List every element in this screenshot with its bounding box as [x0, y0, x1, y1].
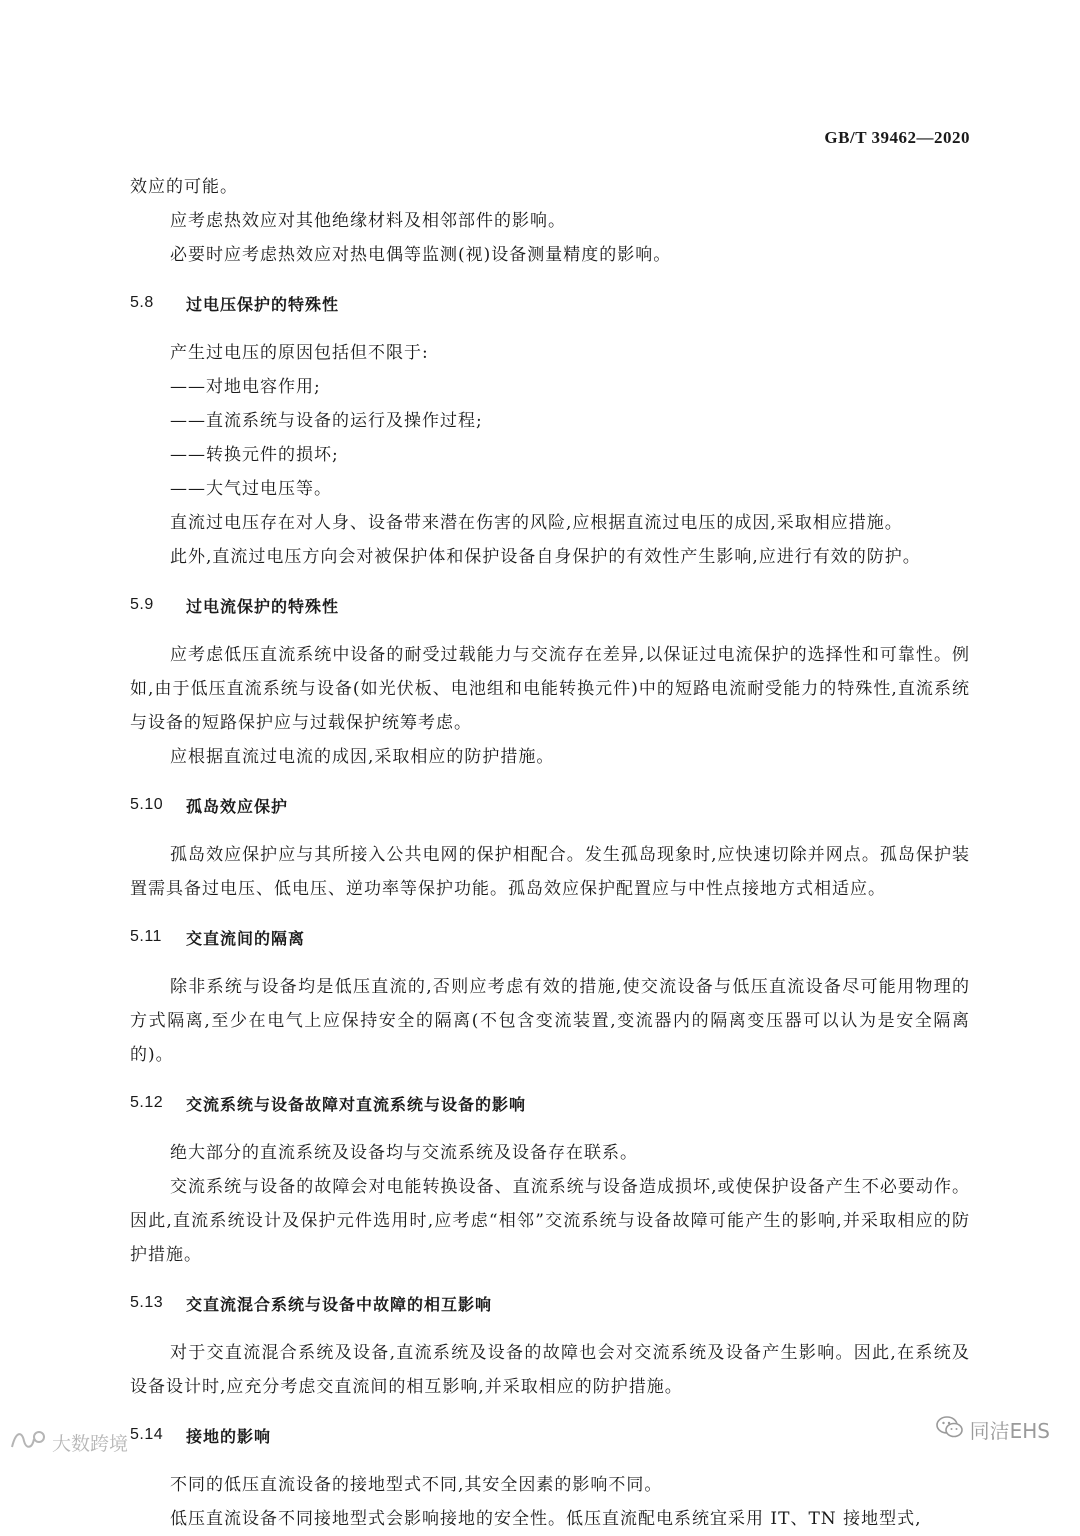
- section-title: 交流系统与设备故障对直流系统与设备的影响: [186, 1094, 527, 1114]
- brand-logo-icon: [10, 1429, 46, 1456]
- watermark-left-text: 大数跨境: [52, 1433, 129, 1455]
- paragraph: 必要时应考虑热效应对热电偶等监测(视)设备测量精度的影响。: [170, 245, 672, 265]
- watermark-left: [10, 1429, 128, 1456]
- watermark-right: [936, 1415, 1050, 1444]
- paragraph: 除非系统与设备均是低压直流的,否则应考虑有效的措施,使交流设备与低压直流设备尽可能用物理的方式隔离,至少在电气上应保持安全的隔离(不包含变流装置,变流器内的隔离变压器可以认为是安全隔离的)。: [130, 977, 970, 1065]
- section-number: 5.9: [130, 596, 154, 613]
- section-number: 5.14: [130, 1426, 164, 1443]
- paragraph: 此外,直流过电压方向会对被保护体和保护设备自身保护的有效性产生影响,应进行有效的防护。: [170, 547, 921, 567]
- paragraph: 不同的低压直流设备的接地型式不同,其安全因素的影响不同。: [170, 1475, 663, 1495]
- watermark-right-text: 同洁EHS: [969, 1419, 1050, 1443]
- section-title: 过电压保护的特殊性: [186, 294, 340, 314]
- section-heading-5-9: [130, 588, 970, 622]
- section-number: 5.13: [130, 1294, 164, 1311]
- paragraph: 低压直流设备不同接地型式会影响接地的安全性。低压直流配电系统宜采用 IT、TN 接地型式,: [170, 1509, 922, 1529]
- section-number: 5.12: [130, 1094, 164, 1111]
- section-number: 5.10: [130, 796, 164, 813]
- section-title: 交直流间的隔离: [186, 928, 306, 948]
- section-heading-5-11: [130, 920, 970, 954]
- list-item: ——对地电容作用;: [170, 377, 321, 397]
- paragraph: 孤岛效应保护应与其所接入公共电网的保护相配合。发生孤岛现象时,应快速切除并网点。孤岛保护装置需具备过电压、低电压、逆功率等保护功能。孤岛效应保护配置应与中性点接地方式相适应。: [130, 845, 970, 899]
- paragraph: 绝大部分的直流系统及设备均与交流系统及设备存在联系。: [170, 1143, 638, 1163]
- paragraph: 应考虑低压直流系统中设备的耐受过载能力与交流存在差异,以保证过电流保护的选择性和可靠性。例如,由于低压直流系统与设备(如光伏板、电池组和电能转换元件)中的短路电流耐受能力的特殊性,直流系统与设备的短路保护应与过载保护统筹考虑。: [130, 645, 970, 733]
- standard-code: GB/T 39462—2020: [824, 128, 970, 147]
- section-title: 交直流混合系统与设备中故障的相互影响: [186, 1294, 493, 1314]
- wechat-icon: [936, 1415, 964, 1444]
- section-heading-5-12: [130, 1086, 970, 1120]
- section-number: 5.8: [130, 294, 154, 311]
- list-item: ——直流系统与设备的运行及操作过程;: [170, 411, 483, 431]
- document-body: [130, 170, 970, 1536]
- section-heading-5-10: [130, 788, 970, 822]
- paragraph: 应根据直流过电流的成因,采取相应的防护措施。: [170, 747, 555, 767]
- list-item: ——转换元件的损坏;: [170, 445, 339, 465]
- list-item: ——大气过电压等。: [170, 479, 332, 499]
- section-title: 过电流保护的特殊性: [186, 596, 340, 616]
- paragraph: 交流系统与设备的故障会对电能转换设备、直流系统与设备造成损坏,或使保护设备产生不必要动作。因此,直流系统设计及保护元件选用时,应考虑“相邻”交流系统与设备故障可能产生的影响,并采取相应的防护措施。: [130, 1177, 970, 1265]
- paragraph: 应考虑热效应对其他绝缘材料及相邻部件的影响。: [170, 211, 566, 231]
- section-heading-5-8: [130, 286, 970, 320]
- paragraph: 对于交直流混合系统及设备,直流系统及设备的故障也会对交流系统及设备产生影响。因此,在系统及设备设计时,应充分考虑交直流间的相互影响,并采取相应的防护措施。: [130, 1343, 970, 1397]
- section-title: 孤岛效应保护: [186, 796, 289, 816]
- paragraph: 产生过电压的原因包括但不限于:: [170, 343, 429, 363]
- section-title: 接地的影响: [186, 1426, 272, 1446]
- section-number: 5.11: [130, 928, 162, 945]
- paragraph: 直流过电压存在对人身、设备带来潜在伤害的风险,应根据直流过电压的成因,采取相应措施。: [170, 513, 903, 533]
- section-heading-5-14: [130, 1418, 970, 1452]
- paragraph: 效应的可能。: [130, 177, 238, 197]
- section-heading-5-13: [130, 1286, 970, 1320]
